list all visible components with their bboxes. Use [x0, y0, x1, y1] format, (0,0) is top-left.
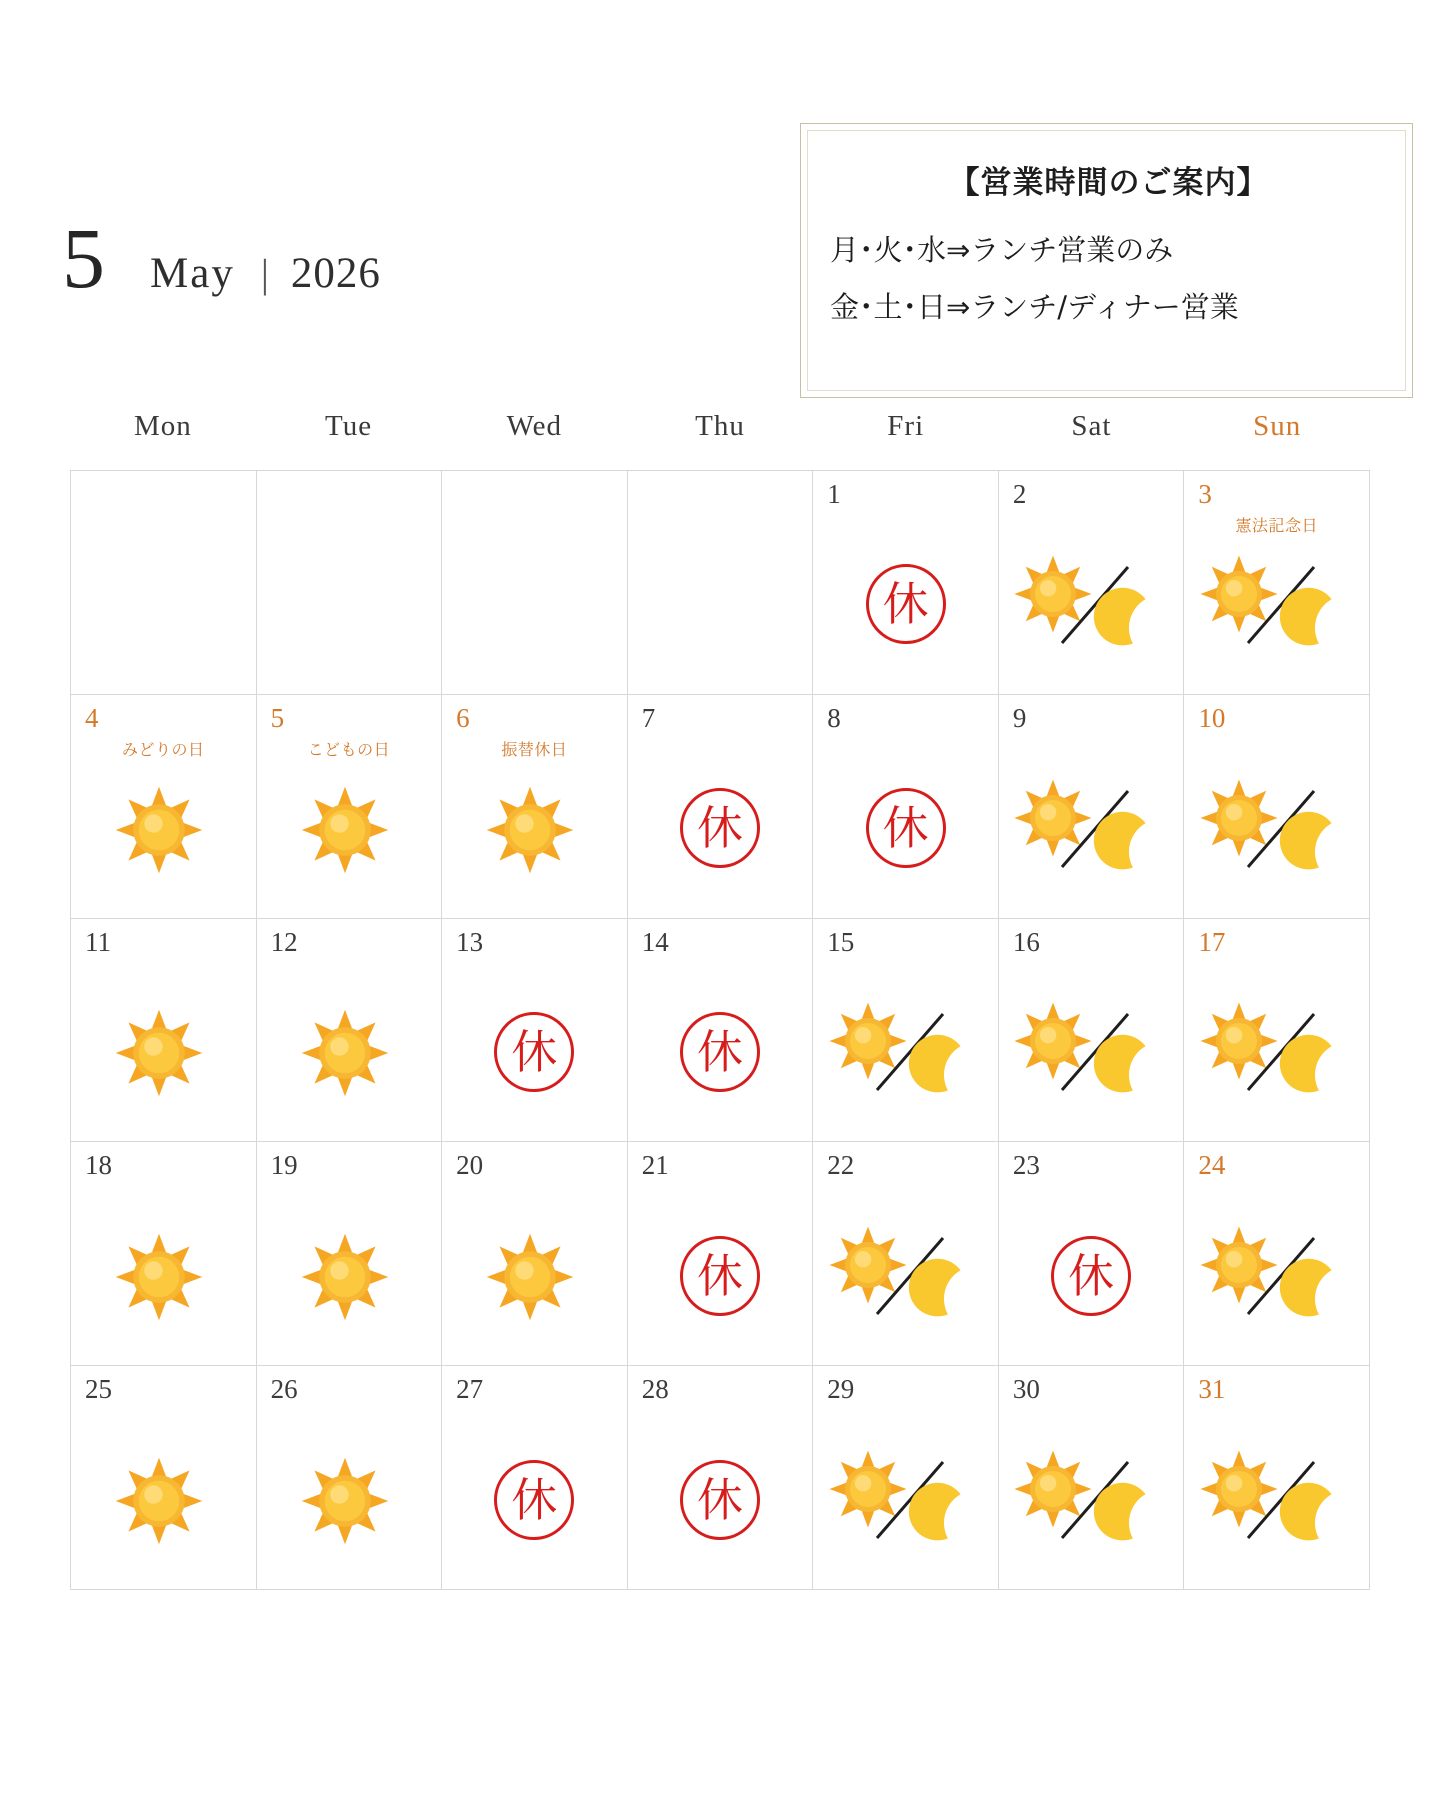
calendar-day-cell[interactable]: [813, 471, 999, 695]
lunch-and-dinner-icon: [831, 1452, 981, 1547]
calendar-day-cell[interactable]: [813, 695, 999, 919]
calendar-day-cell[interactable]: [257, 919, 443, 1143]
calendar-grid: [70, 470, 1370, 1590]
lunch-only-icon: [299, 1452, 399, 1547]
closed-stamp-icon: 休: [494, 1012, 574, 1092]
day-status-mark: [442, 1416, 627, 1583]
day-number: 6: [456, 702, 470, 733]
holiday-name-label: 振替休日: [501, 739, 568, 759]
calendar-empty-cell: [628, 471, 814, 695]
calendar-day-cell[interactable]: [628, 695, 814, 919]
calendar-day-cell[interactable]: [71, 1366, 257, 1590]
calendar-day-cell[interactable]: [1184, 919, 1370, 1143]
calendar-day-cell[interactable]: [628, 1366, 814, 1590]
day-status-mark: [442, 745, 627, 912]
day-number: 15: [827, 926, 855, 957]
lunch-and-dinner-icon: [1202, 1228, 1352, 1323]
day-status-mark: [257, 745, 442, 912]
header-separator: |: [260, 251, 269, 296]
info-line-weekend: 金･土･日⇒ランチ/ディナー営業: [830, 290, 1239, 324]
sun-icon-graphic: [113, 1007, 205, 1099]
day-number: 17: [1198, 926, 1226, 957]
day-status-mark: [1184, 1192, 1369, 1359]
calendar-day-cell[interactable]: [71, 919, 257, 1143]
lunch-only-icon: [113, 1004, 213, 1099]
day-status-mark: [628, 1416, 813, 1583]
sun-icon-graphic: [484, 784, 576, 876]
lunch-and-dinner-icon: [1016, 1004, 1166, 1099]
weekday-label-mon: Mon: [133, 410, 192, 442]
moon-icon-graphic: [903, 1028, 975, 1100]
day-status-mark: [1184, 745, 1369, 912]
closed-stamp-icon: 休: [680, 1460, 760, 1540]
day-status-mark: [442, 969, 627, 1136]
day-number: 29: [827, 1374, 855, 1405]
calendar-day-cell[interactable]: [257, 695, 443, 919]
calendar-day-cell[interactable]: [1184, 471, 1370, 695]
calendar-day-cell[interactable]: [1184, 1366, 1370, 1590]
day-status-mark: [813, 745, 998, 912]
closed-stamp-icon: 休: [494, 1460, 574, 1540]
closed-stamp-icon: 休: [680, 788, 760, 868]
info-title: 【営業時間のご案内】: [948, 165, 1269, 201]
calendar-day-cell[interactable]: [628, 1142, 814, 1366]
day-status-mark: [1184, 969, 1369, 1136]
day-number: 12: [270, 926, 298, 957]
weekday-label-thu: Thu: [695, 410, 745, 442]
day-number: 28: [641, 1374, 669, 1405]
sun-icon-graphic: [113, 784, 205, 876]
year-label: 2026: [290, 250, 381, 297]
calendar-day-cell[interactable]: [999, 471, 1185, 695]
day-status-mark: [813, 521, 998, 688]
weekday-label-wed: Wed: [506, 410, 562, 442]
lunch-only-icon: [299, 1228, 399, 1323]
day-number: 20: [456, 1150, 484, 1181]
day-number: 5: [270, 702, 285, 733]
month-name: May: [150, 250, 235, 297]
day-number: 21: [641, 1150, 669, 1181]
moon-icon-graphic: [903, 1476, 975, 1548]
lunch-and-dinner-icon: [1202, 557, 1352, 652]
moon-icon-graphic: [1274, 581, 1346, 653]
sun-icon-graphic: [299, 1455, 391, 1547]
calendar-day-cell[interactable]: [813, 919, 999, 1143]
calendar-day-cell[interactable]: [999, 919, 1185, 1143]
lunch-only-icon: [113, 781, 213, 876]
calendar-day-cell[interactable]: [813, 1142, 999, 1366]
weekday-label-sat: Sat: [1071, 410, 1112, 442]
day-number: 2: [1012, 479, 1027, 509]
day-status-mark: [999, 1192, 1184, 1359]
calendar-day-cell[interactable]: [628, 919, 814, 1143]
day-status-mark: [813, 969, 998, 1136]
closed-stamp-icon: 休: [680, 1236, 760, 1316]
business-hours-info-box: [800, 123, 1413, 398]
day-status-mark: [442, 1192, 627, 1359]
day-number: 11: [85, 926, 111, 957]
day-number: 1: [827, 479, 841, 509]
holiday-name-label: みどりの日: [122, 739, 205, 759]
day-number: 13: [456, 926, 484, 957]
day-status-mark: [71, 1192, 256, 1359]
day-status-mark: [813, 1416, 998, 1583]
day-number: 14: [641, 926, 669, 957]
lunch-and-dinner-icon: [831, 1228, 981, 1323]
closed-stamp-icon: 休: [866, 564, 946, 644]
calendar-empty-cell: [257, 471, 443, 695]
day-number: 31: [1198, 1374, 1226, 1405]
lunch-only-icon: [484, 781, 584, 876]
day-number: 7: [641, 702, 656, 733]
calendar-day-cell[interactable]: [813, 1366, 999, 1590]
day-status-mark: [257, 1416, 442, 1583]
closed-stamp-icon: 休: [680, 1012, 760, 1092]
calendar-day-cell[interactable]: [71, 695, 257, 919]
lunch-and-dinner-icon: [1016, 1452, 1166, 1547]
weekday-header-row: [70, 410, 1370, 443]
day-status-mark: [628, 1192, 813, 1359]
moon-icon-graphic: [903, 1252, 975, 1324]
day-number: 9: [1012, 702, 1027, 733]
day-status-mark: [1184, 521, 1369, 688]
lunch-only-icon: [113, 1228, 213, 1323]
sun-icon-graphic: [484, 1231, 576, 1323]
calendar-day-cell[interactable]: [442, 1142, 628, 1366]
calendar-day-cell[interactable]: [999, 695, 1185, 919]
day-status-mark: [999, 521, 1184, 688]
sun-icon-graphic: [113, 1455, 205, 1547]
day-number: 22: [827, 1150, 855, 1181]
day-status-mark: [999, 1416, 1184, 1583]
day-status-mark: [999, 745, 1184, 912]
moon-icon-graphic: [1088, 1028, 1160, 1100]
lunch-only-icon: [113, 1452, 213, 1547]
lunch-and-dinner-icon: [1202, 1004, 1352, 1099]
moon-icon-graphic: [1088, 805, 1160, 877]
lunch-and-dinner-icon: [1016, 781, 1166, 876]
calendar-day-cell[interactable]: [1184, 695, 1370, 919]
calendar-day-cell[interactable]: [999, 1366, 1185, 1590]
day-number: 27: [456, 1374, 484, 1405]
calendar-empty-cell: [71, 471, 257, 695]
calendar-day-cell[interactable]: [442, 1366, 628, 1590]
day-status-mark: [71, 969, 256, 1136]
lunch-only-icon: [299, 781, 399, 876]
day-number: 25: [85, 1374, 112, 1405]
sun-icon-graphic: [113, 1231, 205, 1323]
day-status-mark: [257, 969, 442, 1136]
calendar-day-cell[interactable]: [442, 919, 628, 1143]
business-hours-inner: [807, 130, 1406, 391]
calendar-day-cell[interactable]: [999, 1142, 1185, 1366]
day-number: 3: [1198, 479, 1212, 509]
calendar-header: [62, 210, 381, 306]
calendar-day-cell[interactable]: [257, 1366, 443, 1590]
lunch-and-dinner-icon: [1202, 1452, 1352, 1547]
closed-stamp-icon: 休: [866, 788, 946, 868]
day-status-mark: [71, 1416, 256, 1583]
moon-icon-graphic: [1274, 805, 1346, 877]
lunch-and-dinner-icon: [831, 1004, 981, 1099]
holiday-name-label: こどもの日: [307, 739, 391, 759]
day-status-mark: [257, 1192, 442, 1359]
moon-icon-graphic: [1088, 581, 1160, 653]
day-number: 10: [1198, 702, 1226, 733]
weekday-label-fri: Fri: [887, 410, 925, 442]
day-status-mark: [999, 969, 1184, 1136]
month-number: 5: [62, 210, 106, 306]
info-line-weekday: 月･火･水⇒ランチ営業のみ: [830, 233, 1174, 267]
day-number: 16: [1012, 926, 1040, 957]
moon-icon-graphic: [1274, 1252, 1346, 1324]
day-number: 30: [1012, 1374, 1040, 1405]
sun-icon-graphic: [299, 1007, 391, 1099]
weekday-label-tue: Tue: [325, 410, 373, 442]
moon-icon-graphic: [1088, 1476, 1160, 1548]
day-status-mark: [1184, 1416, 1369, 1583]
closed-stamp-icon: 休: [1051, 1236, 1131, 1316]
weekday-label-sun: Sun: [1253, 410, 1302, 442]
calendar-day-cell[interactable]: [1184, 1142, 1370, 1366]
moon-icon-graphic: [1274, 1028, 1346, 1100]
moon-icon-graphic: [1274, 1476, 1346, 1548]
day-number: 18: [85, 1150, 112, 1181]
day-status-mark: [628, 745, 813, 912]
calendar-day-cell[interactable]: [71, 1142, 257, 1366]
calendar-day-cell[interactable]: [257, 1142, 443, 1366]
day-status-mark: [628, 969, 813, 1136]
lunch-and-dinner-icon: [1202, 781, 1352, 876]
day-number: 4: [85, 702, 99, 733]
day-number: 8: [827, 702, 841, 733]
lunch-and-dinner-icon: [1016, 557, 1166, 652]
day-number: 23: [1012, 1150, 1040, 1181]
sun-icon-graphic: [299, 1231, 391, 1323]
day-number: 19: [270, 1150, 298, 1181]
day-status-mark: [71, 745, 256, 912]
sun-icon-graphic: [299, 784, 391, 876]
day-status-mark: [813, 1192, 998, 1359]
day-number: 24: [1198, 1150, 1226, 1181]
lunch-only-icon: [299, 1004, 399, 1099]
day-number: 26: [270, 1374, 298, 1405]
calendar-day-cell[interactable]: [442, 695, 628, 919]
holiday-name-label: 憲法記念日: [1235, 516, 1318, 535]
calendar-empty-cell: [442, 471, 628, 695]
lunch-only-icon: [484, 1228, 584, 1323]
